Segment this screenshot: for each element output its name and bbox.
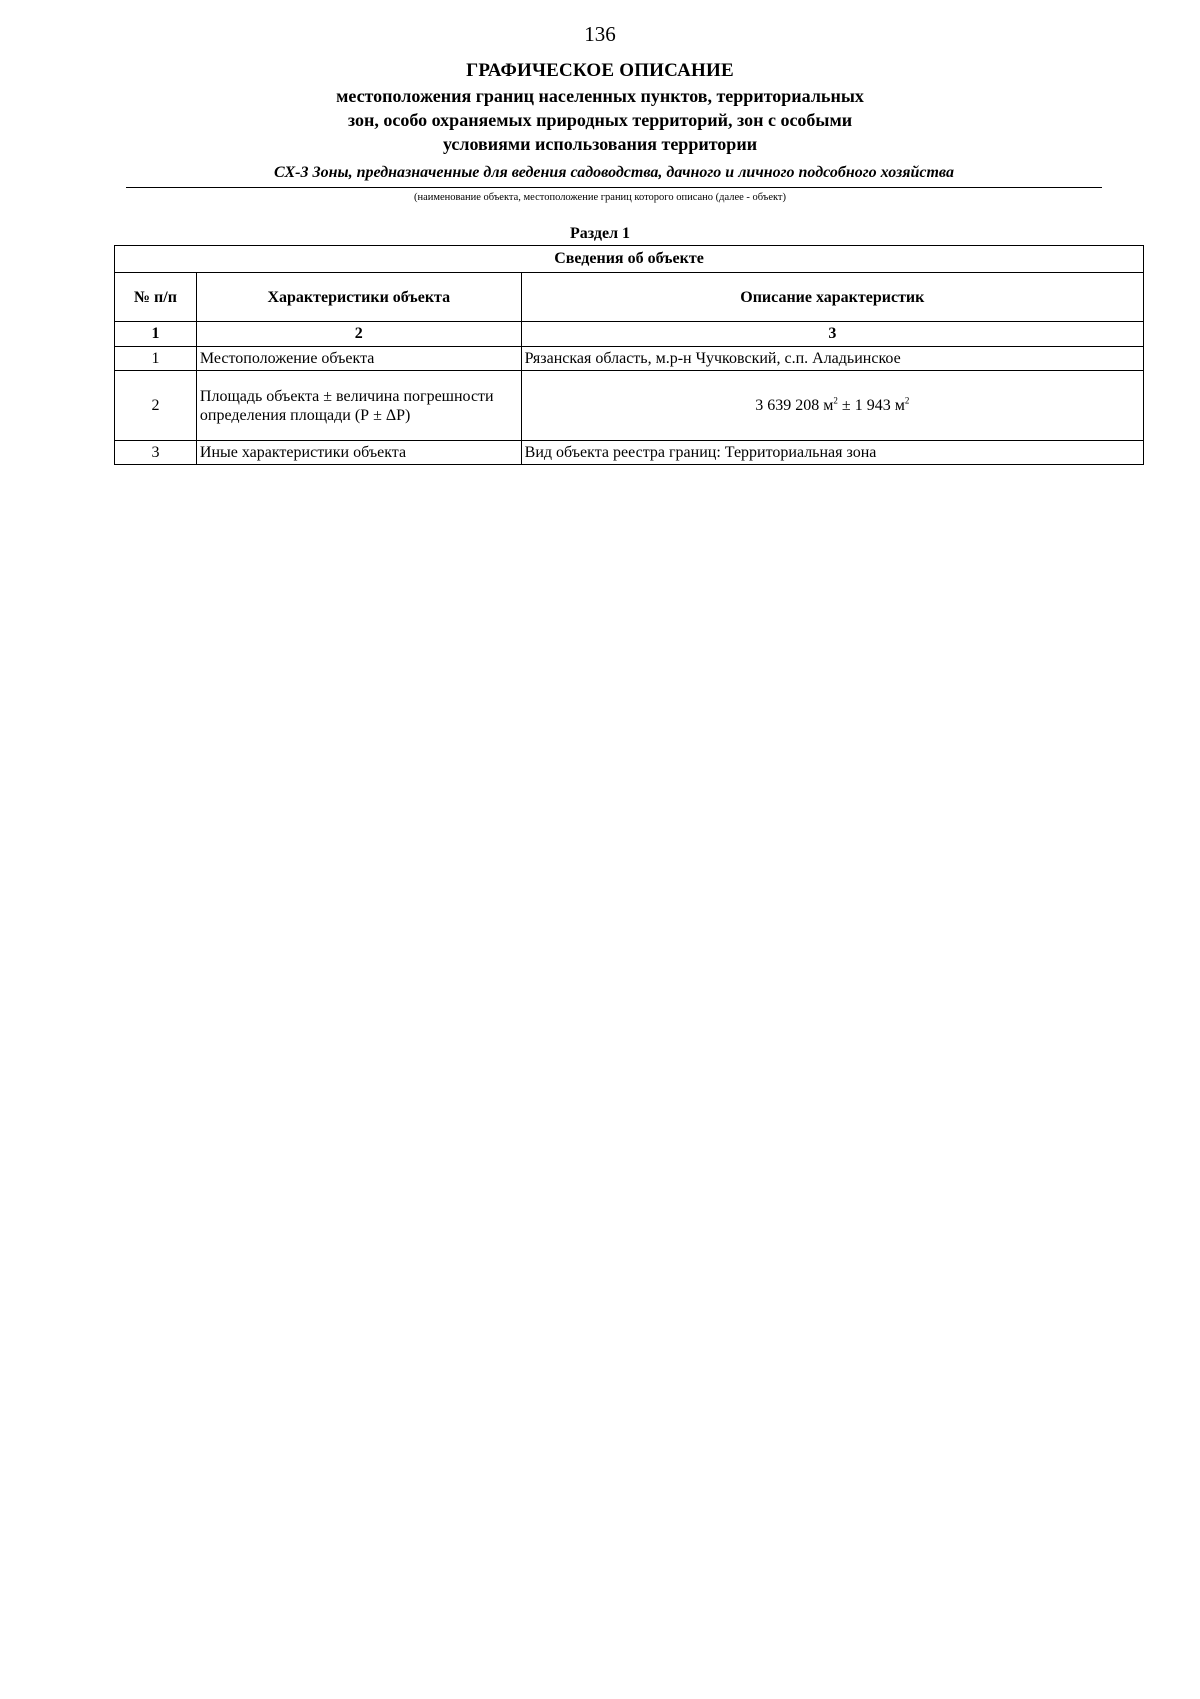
row-number: 1: [115, 347, 197, 371]
header-number: № п/п: [115, 273, 197, 322]
document-subtitle-line-1: местоположения границ населенных пунктов, территориальных: [336, 86, 864, 106]
table-row: [115, 371, 1144, 441]
row-description: Вид объекта реестра границ: Территориальная зона: [521, 441, 1143, 465]
area-unit-exponent: 2: [833, 395, 838, 406]
table-caption: Сведения об объекте: [115, 246, 1144, 273]
object-name-underline: [126, 187, 1102, 188]
area-error: ± 1 943 м: [837, 396, 905, 414]
row-number: 2: [115, 371, 197, 441]
row-number: 3: [115, 441, 197, 465]
page-number: 136: [584, 22, 616, 46]
table-column-numbers-row: [115, 322, 1144, 347]
object-info-table: [114, 245, 1144, 465]
table-header-row: [115, 273, 1144, 322]
column-number-2: 2: [196, 322, 521, 347]
header-characteristics: Характеристики объекта: [196, 273, 521, 322]
object-name: СХ-3 Зоны, предназначенные для ведения садоводства, дачного и личного подсобного хозяйства: [274, 164, 954, 181]
area-error-unit-exponent: 2: [904, 395, 910, 406]
section-title: Раздел 1: [569, 225, 631, 242]
table-caption-row: [115, 246, 1144, 273]
column-number-3: 3: [521, 322, 1143, 347]
row-characteristic: Местоположение объекта: [196, 347, 521, 371]
column-number-1: 1: [115, 322, 197, 347]
row-description: Рязанская область, м.р-н Чучковский, с.п. Аладьинское: [521, 347, 1143, 371]
title-block: [0, 58, 1200, 156]
object-name-caption: (наименование объекта, местоположение границ которого описано (далее - объект): [413, 192, 787, 203]
row-characteristic: Иные характеристики объекта: [196, 441, 521, 465]
table-row: [115, 441, 1144, 465]
document-title: ГРАФИЧЕСКОЕ ОПИСАНИЕ: [466, 60, 734, 81]
area-value: 3 639 208 м: [755, 396, 834, 414]
row-description: [521, 371, 1143, 441]
document-subtitle-line-2: зон, особо охраняемых природных территорий, зон с особыми: [347, 110, 853, 130]
document-subtitle-line-3: условиями использования территории: [442, 134, 758, 154]
row-characteristic: Площадь объекта ± величина погрешности определения площади (Р ± ΔР): [196, 371, 521, 441]
table-row: [115, 347, 1144, 371]
header-description: Описание характеристик: [521, 273, 1143, 322]
